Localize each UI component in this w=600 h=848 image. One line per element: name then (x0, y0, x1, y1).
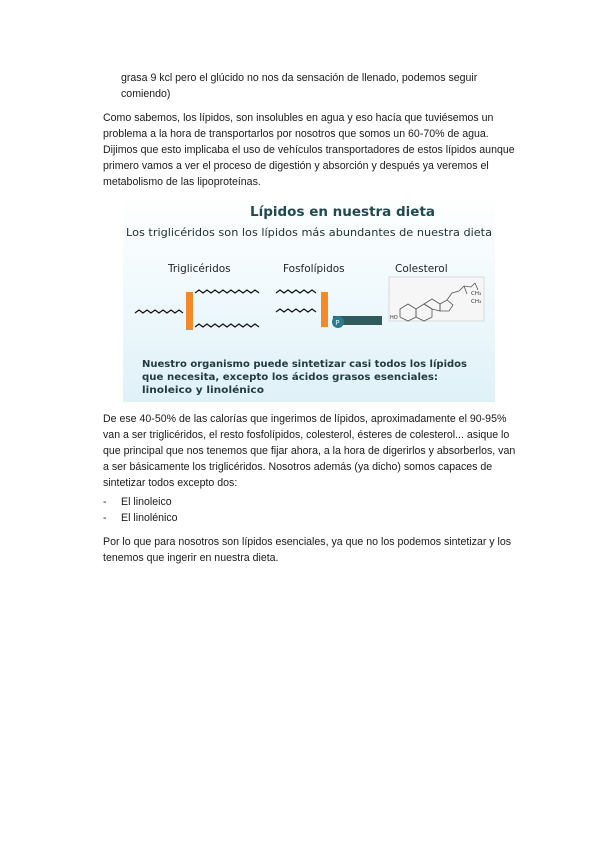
paragraph-calorie-distribution: De ese 40-50% de las calorías que ingerimos de lípidos, aproximadamente el 90-95% van a ser triglicéridos, el resto fosfolípidos, colesterol, ésteres de colesterol... asique lo que principal que nos tenemos que fijar ahora, a la hora de digerirlos y absorberlos, van a ser básicamente los triglicéridos. Nosotros además (ya dicho) somos capaces de sintetizar todos excepto dos: (103, 413, 516, 489)
essential-fatty-acids-list (103, 494, 178, 526)
paragraph-continuation: grasa 9 kcl pero el glúcido no nos da sensación de llenado, podemos seguir comiendo) (121, 72, 478, 100)
phospholipid-glycerol-bar (321, 292, 328, 327)
phosphate-symbol: P (335, 319, 340, 327)
paragraph-lipid-transport: Como sabemos, los lípidos, son insolubles en agua y eso hacía que tuviésemos un problema a la hora de transportarlos por nosotros que somos un 60-70% de agua. Dijimos que esto implicaba el uso de vehículos transportadores de estos lípidos aunque primero vamos a ver el proceso de digestión y absorción y después ya veremos el metabolismo de las lipoproteínas. (103, 112, 515, 188)
list-item (103, 510, 178, 526)
figure-subtitle: Los triglicéridos son los lípidos más abundantes de nuestra dieta (126, 228, 457, 239)
lipids-diet-diagram (123, 195, 495, 402)
figure-note-line-3: linoleico y linolénico (142, 385, 258, 396)
cholesterol-structure-box (389, 277, 484, 321)
label-cholesterol: Colesterol (395, 263, 448, 275)
list-bullet-marker: - (103, 512, 107, 524)
phospholipid-molecule (276, 290, 316, 312)
label-phospholipids: Fosfolípidos (283, 263, 345, 275)
figure-note-line-1: Nuestro organismo puede sintetizar casi todos los lípidos (142, 359, 467, 370)
fatty-acid-chain-3 (195, 324, 259, 327)
lipids-diet-figure (123, 195, 495, 402)
phospholipid-chain-2 (276, 309, 316, 312)
triglyceride-molecule (135, 290, 259, 327)
paragraph-essential-lipids: Por lo que para nosotros son lípidos esenciales, ya que no los podemos sintetizar y los tenemos que ingerir en nuestra dieta. (103, 536, 512, 564)
cholesterol-ho-label: HO (390, 315, 398, 321)
list-bullet-marker: - (103, 496, 107, 508)
fatty-acid-chain-1 (195, 290, 259, 293)
phospholipid-chain-1 (276, 290, 316, 293)
fatty-acid-chain-2 (135, 310, 183, 313)
label-triglycerides: Triglicéridos (168, 263, 231, 275)
figure-title: Lípidos en nuestra dieta (250, 204, 436, 220)
cholesterol-ch3-label-2: CH₃ (471, 299, 482, 305)
cholesterol-ch3-label-1: CH₃ (471, 291, 482, 297)
figure-note-line-2: que necesita, excepto los ácidos grasos esenciales: (142, 372, 433, 383)
list-item-text: El linolénico (121, 512, 178, 524)
list-item (103, 494, 178, 510)
list-item-text: El linoleico (121, 496, 172, 508)
glycerol-backbone-bar (186, 292, 193, 330)
